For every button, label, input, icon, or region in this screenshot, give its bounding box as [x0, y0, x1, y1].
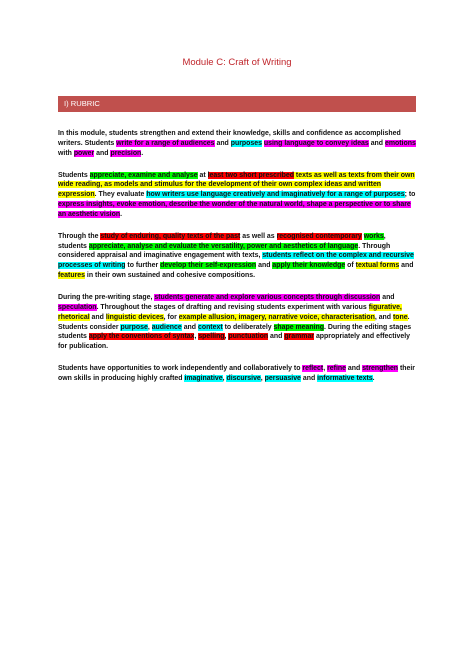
text-segment: at [197, 171, 208, 179]
highlighted-text: express insights, evoke emotion, describe the wonder of the natural world, shape a perspective or to share an aesthetic vision [58, 201, 411, 218]
highlighted-text: study of enduring, quality texts of the past [100, 232, 241, 240]
text-segment: in their own sustained and cohesive compositions. [85, 272, 255, 280]
text-segment: . Throughout the stages of drafting and revising students experiment with various [96, 303, 369, 311]
highlighted-text: imaginative [184, 374, 223, 382]
highlighted-text: grammar [284, 333, 315, 341]
highlighted-text: spelling [198, 333, 225, 341]
text-segment: During the pre-writing stage, [58, 293, 155, 301]
text-segment: and [256, 262, 273, 270]
highlighted-text: apply their knowledge [272, 262, 346, 270]
section-banner: I) RUBRIC [58, 96, 416, 112]
text-segment: , and [374, 313, 393, 321]
text-segment: and [214, 139, 231, 147]
text-segment: In this module, students strengthen and extend their knowledge, skills and confidence as accomplished writers. Students [58, 130, 401, 147]
text-segment: Students have opportunities to work independently and collaboratively to [58, 365, 303, 373]
text-segment: and [268, 333, 285, 341]
text-segment: Students [58, 171, 90, 179]
highlighted-text: speculation [58, 303, 97, 311]
highlighted-text: appreciate, analyse and evaluate the versatility, power and aesthetics of language [88, 242, 359, 250]
text-segment: and [300, 374, 318, 382]
highlighted-text: students generate and explore various concepts through discussion [154, 293, 381, 301]
paragraph-1 [58, 129, 416, 159]
text-segment: appropriately and effectively for publication. [58, 333, 411, 351]
text-segment: . [372, 374, 375, 382]
highlighted-text: reflect [302, 365, 324, 373]
highlighted-text: purposes [230, 139, 262, 147]
highlighted-text: figurative, rhetorical [58, 303, 402, 321]
highlighted-text: discursive [226, 374, 261, 382]
paragraph-3 [58, 232, 416, 281]
text-segment: , [147, 323, 152, 331]
highlighted-text: recognised contemporary [276, 232, 362, 240]
highlighted-text: persuasive [264, 374, 301, 382]
text-segment: . [141, 149, 144, 157]
text-segment: of [345, 262, 356, 270]
document-title: Module C: Craft of Writing [182, 57, 292, 68]
text-segment: . They evaluate [94, 191, 147, 199]
text-segment: , [260, 374, 265, 382]
text-segment: , [224, 333, 229, 341]
highlighted-text: texts as well as texts from their own wide reading, as models and stimulus for the development of their own complex ideas and written expression [58, 171, 415, 199]
text-segment: , [323, 365, 328, 373]
highlighted-text: purpose [120, 323, 148, 331]
highlighted-text: emotions [384, 139, 416, 147]
highlighted-text: strengthen [362, 365, 399, 373]
highlighted-text: write for a range of audiences [116, 139, 215, 147]
highlighted-text: appreciate, examine and analyse [89, 171, 198, 179]
text-segment: and [89, 313, 106, 321]
text-segment: , [222, 374, 227, 382]
highlighted-text: using language to convey ideas [263, 139, 369, 147]
highlighted-text: audience [151, 323, 182, 331]
text-segment: and [380, 293, 395, 301]
text-segment: . During the editing stages students [58, 323, 412, 341]
text-segment: , [194, 333, 199, 341]
paragraph-5 [58, 364, 416, 384]
text-segment: , students [58, 232, 386, 250]
highlighted-text: features [58, 272, 85, 280]
highlighted-text: example allusion, imagery, narrative voice, characterisation [178, 313, 375, 321]
text-segment: . Through considered appraisal and imaginative engagement with texts, [58, 242, 391, 260]
text-segment: to further [125, 262, 161, 270]
paragraph-4 [58, 293, 416, 352]
highlighted-text: students reflect on the complex and recursive processes of writing [58, 252, 414, 270]
text-segment: as well as [240, 232, 277, 240]
text-segment: . [120, 210, 123, 218]
highlighted-text: linguistic devices [105, 313, 164, 321]
highlighted-text: refine [327, 365, 346, 373]
text-segment: and [94, 149, 111, 157]
text-segment: to deliberately [222, 323, 274, 331]
highlighted-text: power [73, 149, 95, 157]
highlighted-text: works [363, 232, 384, 240]
text-segment: and [181, 323, 198, 331]
text-segment: and [399, 262, 414, 270]
highlighted-text: develop their self-expression [160, 262, 257, 270]
paragraph-2 [58, 171, 416, 220]
highlighted-text: how writers use language creatively and imaginatively for a range of purposes [146, 191, 405, 199]
text-segment: Through the [58, 232, 101, 240]
text-segment: and [345, 365, 363, 373]
text-segment: their own skills in producing highly crafted [58, 365, 416, 382]
text-segment: with [58, 149, 74, 157]
text-segment: ; to [404, 191, 416, 199]
highlighted-text: punctuation [228, 333, 269, 341]
highlighted-text: context [197, 323, 223, 331]
text-segment: . Students consider [58, 313, 410, 331]
highlighted-text: precision [110, 149, 142, 157]
highlighted-text: tone [392, 313, 408, 321]
text-segment: , for [163, 313, 179, 321]
highlighted-text: textual forms [355, 262, 400, 270]
highlighted-text: least two short prescribed [207, 171, 294, 179]
highlighted-text: apply the conventions of syntax [88, 333, 195, 341]
highlighted-text: shape meaning [273, 323, 325, 331]
highlighted-text: informative texts [317, 374, 373, 382]
text-segment: and [368, 139, 385, 147]
rubric-body [58, 129, 416, 396]
